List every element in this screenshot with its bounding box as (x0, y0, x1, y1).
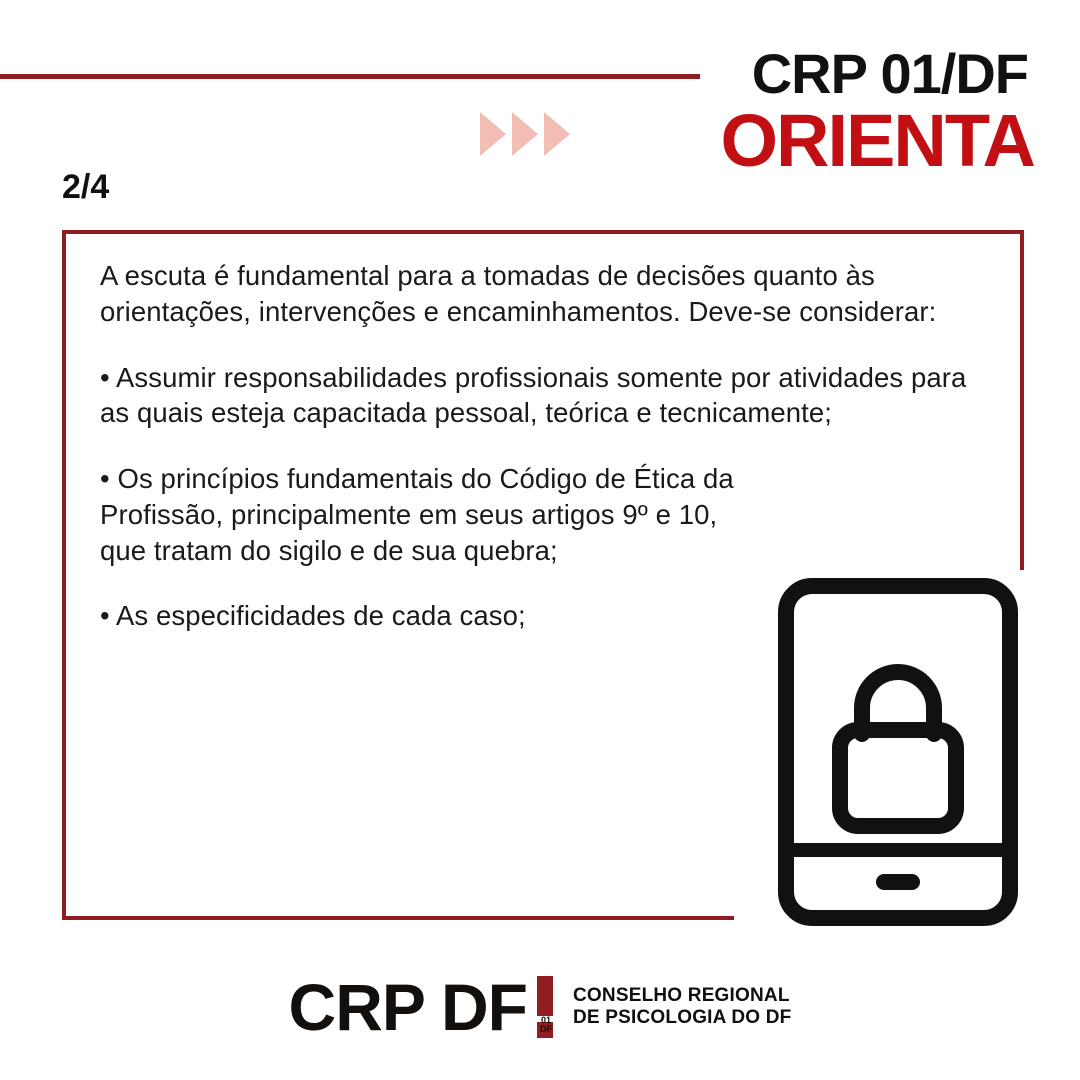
brand-title-primary: CRP 01 (751, 42, 941, 105)
frame-border-top (62, 230, 1024, 234)
bullet-item-2: • Os princípios fundamentais do Código de Ética da Profissão, principalmente em seus artigos 9º e 10, que tratam do sigilo e de sua quebra; (100, 463, 734, 566)
paragraph-intro: A escuta é fundamental para a tomadas de decisões quanto às orientações, intervenções e encaminhamentos. Deve-se considerar: (100, 260, 937, 327)
brand-title (751, 42, 1028, 105)
footer-logo-badge-bar (537, 976, 553, 1016)
brand-word: ORIENTA (720, 99, 1034, 182)
footer-logo-badge-bottom: DF (540, 1024, 553, 1035)
bullet-item-3: • As especificidades de cada caso; (100, 600, 526, 632)
footer-logo-subtitle-line1: CONSELHO REGIONAL (573, 985, 790, 1007)
footer-logo (0, 952, 1080, 1062)
footer-logo-badge (535, 976, 557, 1038)
footer-logo-text: CRP DF (288, 970, 528, 1044)
brand-title-separator: / (940, 42, 956, 105)
footer-logo-badge-top: 01 (541, 1015, 552, 1025)
footer-logo-subtitle (573, 985, 791, 1029)
chevrons-right-icon (480, 112, 570, 156)
header (0, 0, 1080, 180)
page-counter: 2/4 (62, 168, 110, 206)
brand-title-secondary: DF (955, 42, 1028, 105)
chevron-right-icon-2 (512, 112, 538, 156)
frame-border-right (1020, 230, 1024, 570)
phone-lock-icon (778, 578, 1018, 926)
bullet-item-1: • Assumir responsabilidades profissionais somente por atividades para as quais esteja capacitada pessoal, teórica e tecnicamente; (100, 361, 967, 429)
chevron-right-icon-3 (544, 112, 570, 156)
chevron-right-icon-1 (480, 112, 506, 156)
frame-border-bottom (62, 916, 734, 920)
header-rule (0, 74, 700, 79)
footer-logo-badge-labels (535, 1016, 557, 1035)
frame-border-left (62, 230, 66, 920)
footer-logo-subtitle-line2: DE PSICOLOGIA DO DF (573, 1007, 792, 1028)
